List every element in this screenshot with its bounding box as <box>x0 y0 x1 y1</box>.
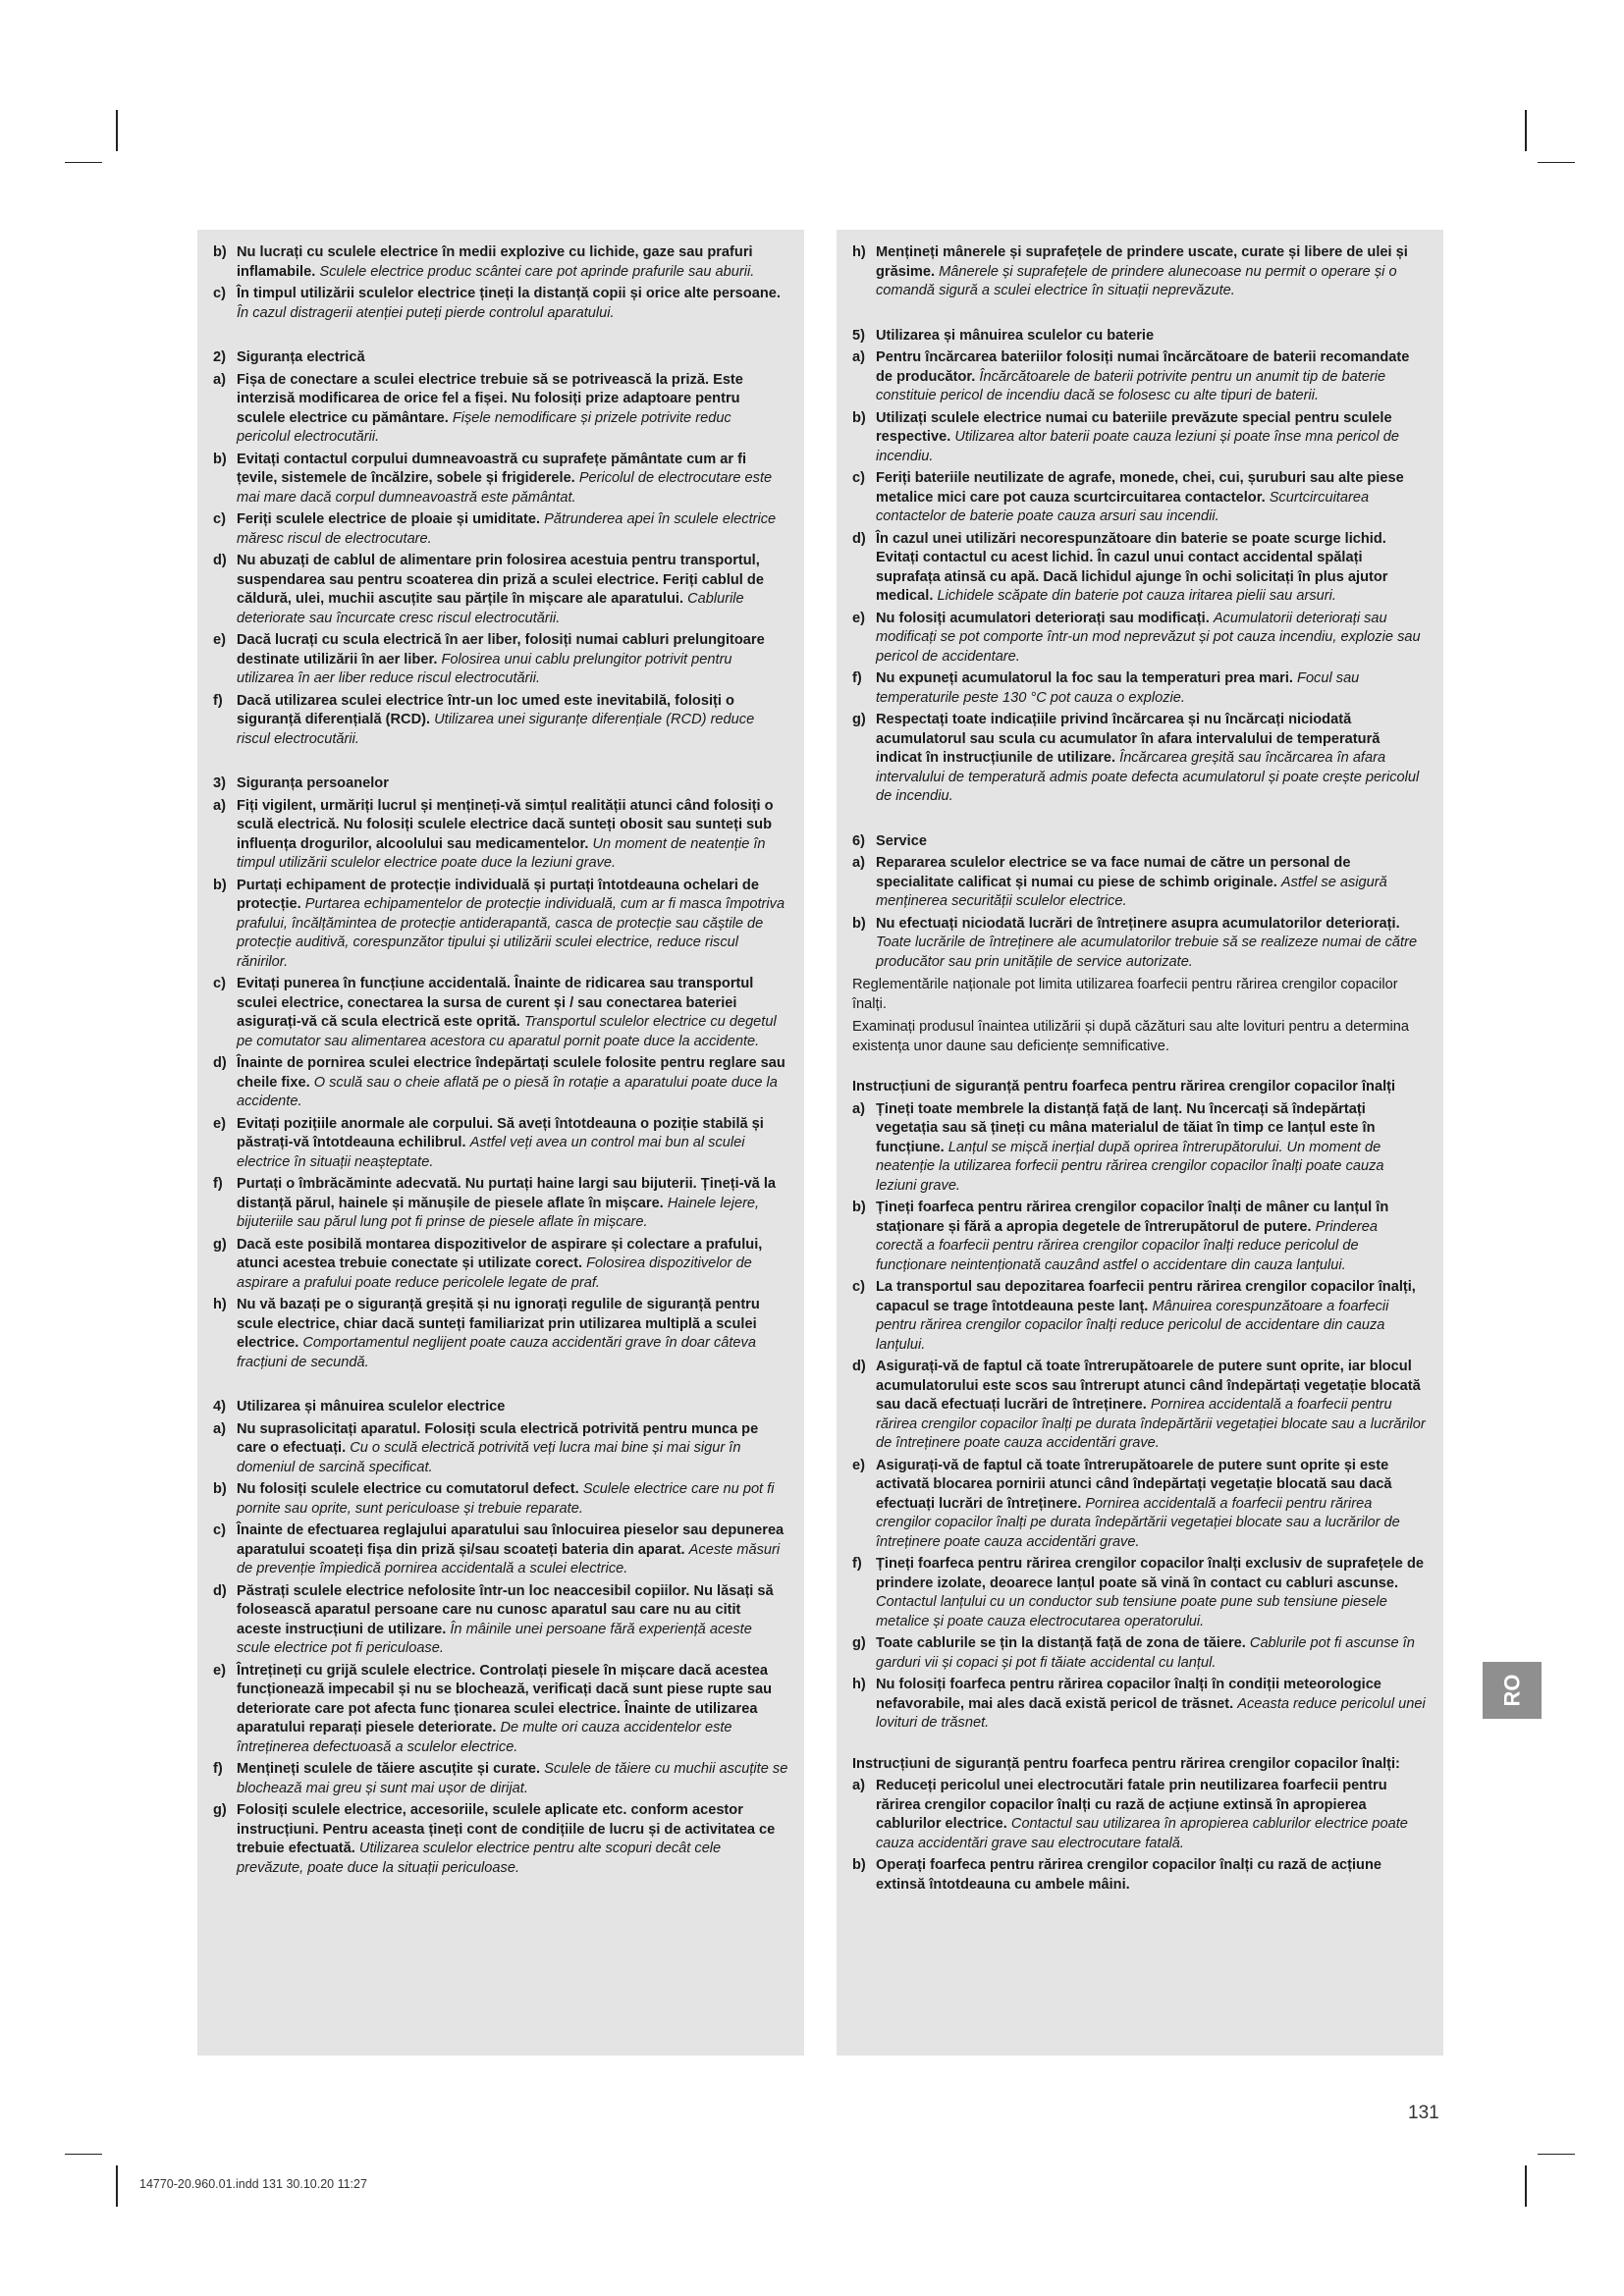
item-label: h) <box>852 1677 866 1692</box>
item-explanation: Purtarea echipamentelor de protecție individuală, cum ar fi masca împotriva prafului, încălțămintea de protecție antiderapantă, casca de protecție sau căștile de protecție auditivă, corespunzător tipului și utilizării sculei electrice, reduce riscul rănirilor. <box>237 896 785 970</box>
instruction-item <box>213 285 788 323</box>
item-warning: Fișa de conectare a sculei electrice trebuie să se potrivească la priză. Este interzisă modificarea de orice fel a fișei. Nu folosiți prize adaptoare pentru sculele electrice cu pământare. <box>237 371 743 426</box>
section-number: 3) <box>213 775 226 791</box>
instruction-item <box>852 243 1428 301</box>
item-label: c) <box>213 976 226 991</box>
item-body <box>876 1100 1428 1197</box>
item-label: g) <box>213 1802 227 1818</box>
item-label: g) <box>852 712 866 727</box>
item-label: e) <box>213 1115 226 1132</box>
language-tab <box>1483 1662 1542 1719</box>
instruction-item <box>213 975 788 1051</box>
item-explanation: Sculele electrice care nu pot fi pornite sau oprite, sunt periculoase și trebuie reparate. <box>237 1481 775 1517</box>
instruction-item <box>852 1555 1428 1631</box>
item-label: b) <box>852 409 866 426</box>
item-explanation: Cu o sculă electrică potrivită veți lucra mai bine și mai sigur în domeniul de sarcină specificat. <box>237 1440 741 1475</box>
item-explanation: Lichidele scăpate din baterie pot cauza iritarea pielii sau arsuri. <box>937 588 1336 604</box>
item-explanation: Scurtcircuitarea contactelor de baterie poate cauza arsuri sau incendii. <box>876 489 1370 524</box>
crop-mark <box>65 2154 102 2155</box>
item-warning: Feriți bateriile neutilizate de agrafe, monede, chei, cui, șuruburi sau alte piese metalice mici care pot cauza scurtcircuitarea contactelor. <box>876 470 1404 506</box>
item-warning: Utilizați sculele electrice numai cu bateriile prevăzute special pentru sculele respective. <box>876 409 1392 445</box>
instruction-item <box>213 1175 788 1233</box>
section-number: 2) <box>213 349 226 365</box>
item-body <box>876 1457 1428 1553</box>
item-explanation: Utilizarea unei siguranțe diferențiale (RCD) reduce riscul electrocutării. <box>237 712 755 747</box>
item-warning: Evitați contactul corpului dumneavoastră cu suprafețe pământate cum ar fi țevile, sistemele de încălzire, sobele și frigiderele. <box>237 451 747 486</box>
item-body <box>876 1634 1428 1673</box>
item-body <box>237 1522 788 1579</box>
instruction-item <box>213 1236 788 1294</box>
item-warning: Pentru încărcarea bateriilor folosiți numai încărcătoare de baterii recomandate de producător. <box>876 349 1410 385</box>
instruction-item <box>852 1199 1428 1275</box>
item-body <box>876 243 1428 301</box>
item-warning: Repararea sculelor electrice se va face numai de către un personal de specialitate calificat și numai cu piese de schimb originale. <box>876 855 1351 890</box>
item-warning: În timpul utilizării sculelor electrice țineți la distanță copii și orice alte persoane. <box>237 286 781 301</box>
instruction-item <box>213 451 788 508</box>
item-label: h) <box>213 1297 227 1312</box>
item-body <box>237 1480 788 1519</box>
item-label: f) <box>213 692 223 709</box>
instruction-item <box>213 1115 788 1173</box>
item-label: b) <box>213 244 227 260</box>
item-body <box>876 1555 1428 1631</box>
item-explanation: Fișele nemodificare și prizele potrivite reduc pericolul electrocutării. <box>237 409 731 445</box>
item-explanation: Transportul sculelor electrice cu degetul pe comutator sau alimentarea acestora cu aparatul pornit poate duce la accidente. <box>237 1014 777 1049</box>
item-body <box>237 510 788 549</box>
item-warning: Asigurați-vă de faptul că toate întrerupătoarele de putere sunt oprite și este activată blocarea pornirii atunci când îndepărtați vegetație blocată sau dacă efectuați lucrări de întreținere. <box>876 1457 1392 1512</box>
item-warning: Dacă este posibilă montarea dispozitivelor de aspirare și colectare a prafului, atunci acestea trebuie conectate și utilizate corect. <box>237 1236 763 1271</box>
item-label: a) <box>213 1420 226 1437</box>
item-explanation: Lanțul se mișcă inerțial după oprirea întrerupătorului. Un moment de neatenție la utilizarea forfecii pentru rărirea crengilor copacilor înalți poate cauza leziuni grave. <box>876 1139 1384 1194</box>
page-number: 131 <box>1408 2103 1439 2123</box>
item-explanation: Acumulatorii deteriorați sau modificați se pot comporte într-un mod neprevăzut și pot cauza incendiu, explozie sau pericol de accidentare. <box>876 610 1421 665</box>
item-body <box>237 975 788 1051</box>
paragraph: Examinați produsul înaintea utilizării și după căzături sau alte lovituri pentru a determina existența unor daune sau deficiențe semnificative. <box>852 1019 1410 1054</box>
item-warning: Înainte de pornirea sculei electrice îndepărtați sculele folosite pentru reglare sau cheile fixe. <box>237 1055 785 1091</box>
item-body <box>876 610 1428 667</box>
item-label: e) <box>213 632 226 648</box>
item-warning: Înainte de efectuarea reglajului aparatului sau înlocuirea pieselor sau depunerea aparatului scoateți fișa din priză și/sau scoateți bateria din aparat. <box>237 1522 785 1558</box>
instruction-item <box>213 1522 788 1579</box>
item-body <box>237 285 788 323</box>
item-body <box>237 1801 788 1878</box>
item-warning: Nu vă bazați pe o siguranță greșită și nu ignorați regulile de siguranță pentru scule electrice, chiar dacă sunteți familiarizat prin utilizarea multiplă a sculei electrice. <box>237 1297 760 1351</box>
item-warning: Nu folosiți acumulatori deteriorați sau modificați. <box>876 610 1210 626</box>
item-label: g) <box>852 1635 866 1651</box>
section-number: 6) <box>852 832 865 849</box>
section-heading <box>213 348 788 368</box>
item-body <box>237 371 788 448</box>
instruction-item <box>213 1054 788 1112</box>
item-explanation: Comportamentul neglijent poate cauza accidentări grave în doar câteva fracțiuni de secundă. <box>237 1335 756 1370</box>
item-body <box>876 915 1428 973</box>
item-body <box>876 1358 1428 1454</box>
item-warning: Nu expuneți acumulatorul la foc sau la temperaturi prea mari. <box>876 670 1293 686</box>
instruction-item <box>852 530 1428 607</box>
item-body <box>876 711 1428 807</box>
crop-mark <box>1525 2165 1527 2207</box>
item-label: f) <box>213 1761 223 1777</box>
item-label: b) <box>852 1857 866 1873</box>
instruction-item <box>213 877 788 973</box>
item-warning: Dacă lucrați cu scula electrică în aer liber, folosiți numai cabluri prelungitoare destinate utilizării în aer liber. <box>237 632 765 667</box>
item-body <box>876 1856 1428 1895</box>
item-explanation: Pericolul de electrocutare este mai mare dacă corpul dumneavoastră este pământat. <box>237 470 773 506</box>
instruction-item <box>213 692 788 750</box>
item-warning: Respectați toate indicațiile privind încărcarea și nu încărcați niciodată acumulatorul sau scula cu acumulator în afara intervalului de temperatură indicat în instrucțiunile de utilizare. <box>876 712 1380 766</box>
crop-mark <box>116 2165 118 2207</box>
instruction-item <box>213 1760 788 1798</box>
crop-mark <box>1525 110 1527 151</box>
item-label: a) <box>852 855 865 871</box>
crop-mark <box>116 110 118 151</box>
section-title: Siguranța persoanelor <box>237 775 389 791</box>
instruction-item <box>852 1100 1428 1197</box>
item-label: d) <box>213 553 227 568</box>
item-explanation: Aceste măsuri de prevenție împiedică pornirea accidentală a sculei electrice. <box>237 1541 781 1576</box>
item-label: b) <box>213 877 227 893</box>
item-label: c) <box>852 1279 865 1295</box>
instruction-item <box>852 1676 1428 1734</box>
item-warning: Folosiți sculele electrice, accesoriile, sculele aplicate etc. conform acestor instrucțiuni. Pentru aceasta țineți cont de condițiile de lucru și de activitatea ce trebuie efectuată. <box>237 1802 776 1856</box>
item-warning: Nu folosiți sculele electrice cu comutatorul defect. <box>237 1481 579 1497</box>
item-body <box>237 243 788 282</box>
item-label: a) <box>852 1100 865 1117</box>
item-body <box>876 1199 1428 1275</box>
item-explanation: Astfel se asigură menținerea securității sculelor electrice. <box>876 874 1387 909</box>
item-warning: Mențineți sculele de tăiere ascuțite și curate. <box>237 1761 541 1777</box>
item-label: a) <box>852 349 865 365</box>
item-warning: Reduceți pericolul unei electrocutări fatale prin neutilizarea foarfecii pentru rărirea crengilor copacilor înalți cu rază de acțiune extinsă în apropierea cablurilor electrice. <box>876 1778 1387 1832</box>
language-tab-label: RO <box>1499 1674 1524 1707</box>
section-title: Siguranța electrică <box>237 349 365 365</box>
section-number: 4) <box>213 1399 226 1415</box>
item-label: e) <box>213 1662 226 1679</box>
item-warning: Țineți foarfeca pentru rărirea crengilor copacilor înalți exclusiv de suprafețele de prindere izolate, deoarece lanțul poate să vină în contact cu cabluri ascunse. <box>876 1556 1424 1591</box>
item-label: c) <box>213 286 226 301</box>
item-label: a) <box>213 371 226 388</box>
section-heading <box>852 832 1428 852</box>
item-explanation: Utilizarea altor baterii poate cauza leziuni și poate înse mna pericol de incendiu. <box>876 429 1399 464</box>
item-body <box>237 1175 788 1233</box>
item-warning: Mențineți mânerele și suprafețele de prindere uscate, curate și libere de ulei și grăsime. <box>876 244 1408 280</box>
item-warning: La transportul sau depozitarea foarfecii pentru rărirea crengilor copacilor înalți, capacul se trage întotdeauna peste lanț. <box>876 1279 1416 1314</box>
item-warning: Asigurați-vă de faptul că toate întrerupătoarele de putere sunt oprite, iar blocul acumulatorului este scos sau întrerupt atunci când îndepărtați vegetație blocată sau dacă efectuați lucrări de întreținere. <box>876 1359 1421 1413</box>
item-explanation: Cablurile deteriorate sau încurcate cresc riscul electrocutării. <box>237 591 744 626</box>
item-warning: Toate cablurile se țin la distanță față de zona de tăiere. <box>876 1635 1246 1651</box>
item-body <box>876 854 1428 912</box>
subsection-heading: Instrucțiuni de siguranță pentru foarfeca pentru rărirea crengilor copacilor înalți <box>852 1079 1396 1095</box>
item-explanation: Sculele de tăiere cu muchii ascuțite se blochează mai greu și sunt mai ușor de dirijat. <box>237 1761 788 1796</box>
item-warning: Nu suprasolicitați aparatul. Folosiți scula electrică potrivită pentru munca pe care o efectuați. <box>237 1420 759 1456</box>
item-explanation: În mâinile unei persoane fără experiență aceste scule electrice pot fi periculoase. <box>237 1621 752 1656</box>
item-explanation: O sculă sau o cheie aflată pe o piesă în rotație a aparatului poate duce la accidente. <box>237 1074 778 1109</box>
item-warning: În cazul unei utilizări necorespunzătoare din baterie se poate scurge lichid. Evitați contactul cu acest lichid. În cazul unui contact accidental spălați suprafața atinsă cu apă. Dacă lichidul ajunge în ochi solicitați în plus ajutor medical. <box>876 530 1388 604</box>
item-warning: Întrețineți cu grijă sculele electrice. Controlați piesele în mișcare dacă acestea funcționează impecabil și nu se blochează, verificați dacă sunt piese rupte sau deteriorate care pot afecta func ționarea sculei electrice. Înainte de utilizarea aparatului reparați piesele deteriorate. <box>237 1662 773 1735</box>
item-label: d) <box>852 1359 866 1374</box>
item-label: f) <box>852 1556 862 1572</box>
item-label: e) <box>852 1457 865 1473</box>
item-explanation: Încărcătoarele de baterii potrivite pentru un anumit tip de baterie constituie pericol de incendiu dacă se folosesc cu alte tipuri de baterii. <box>876 368 1386 403</box>
item-label: d) <box>213 1582 227 1599</box>
crop-mark <box>65 162 102 163</box>
item-explanation: Hainele lejere, bijuteriile sau părul lung pot fi prinse de piesele aflate în mișcare. <box>237 1195 760 1230</box>
item-body <box>237 1054 788 1112</box>
item-warning: Nu lucrați cu sculele electrice în medii explozive cu lichide, gaze sau prafuri inflamabile. <box>237 244 753 280</box>
item-warning: Fiți vigilent, urmăriți lucrul și mențineți-vă simțul realității atunci când folosiți o sculă electrică. Nu folosiți sculele electrice dacă sunteți obosit sau sunteți sub influența drogurilor, alcoolului sau medicamentelor. <box>237 797 774 852</box>
instruction-item <box>213 552 788 628</box>
instruction-item <box>852 915 1428 973</box>
item-explanation: Mânuirea corespunzătoare a foarfecii pentru rărirea crengilor copacilor înalți reduce pericolul de accidentare din cauza lanțului. <box>876 1298 1389 1353</box>
instruction-item <box>852 1278 1428 1355</box>
instruction-item <box>213 1420 788 1478</box>
subsection-heading: Instrucțiuni de siguranță pentru foarfeca pentru rărirea crengilor copacilor înalți: <box>852 1755 1400 1772</box>
instruction-item <box>852 669 1428 708</box>
item-explanation: Contactul lanțului cu un conductor sub tensiune poate pune sub tensiune piesele metalice și poate cauza electrocutarea operatorului. <box>876 1594 1387 1629</box>
item-explanation: De multe ori cauza accidentelor este întreținerea defectuoasă a sculelor electrice. <box>237 1720 732 1755</box>
item-warning: Evitați punerea în funcțiune accidentală. Înainte de ridicarea sau transportul sculei electrice, conectarea la sursa de curent și / sau conectarea bateriei asigurați-vă că scula electrică este oprită. <box>237 976 754 1030</box>
instruction-item <box>213 1801 788 1878</box>
item-explanation: Folosirea unui cablu prelungitor potrivit pentru utilizarea în aer liber reduce riscul electrocutării. <box>237 651 732 686</box>
section-title: Service <box>876 832 927 849</box>
item-label: f) <box>852 670 862 686</box>
item-explanation: Încărcarea greșită sau încărcarea în afara intervalului de temperatură admis poate defecta acumulatorul și poate crește pericolul de incendiu. <box>876 750 1420 804</box>
item-warning: Nu abuzați de cablul de alimentare prin folosirea acestuia pentru transportul, suspendarea sau pentru scoaterea din priză a sculei electrice. Feriți cablul de căldură, ulei, muchii ascuțite sau părțile în mișcare ale aparatului. <box>237 553 764 607</box>
instruction-item <box>213 1480 788 1519</box>
item-explanation: Focul sau temperaturile peste 130 °C pot cauza o explozie. <box>876 670 1360 706</box>
item-explanation: Pătrunderea apei în sculele electrice măresc riscul de electrocutare. <box>237 511 777 547</box>
item-explanation: Sculele electrice produc scântei care pot aprinde prafurile sau aburii. <box>319 263 755 280</box>
item-label: c) <box>213 1522 226 1538</box>
item-warning: Operați foarfeca pentru rărirea crengilor copacilor înalți cu rază de acțiune extinsă întotdeauna cu ambele mâini. <box>876 1857 1381 1893</box>
item-label: c) <box>213 511 226 527</box>
item-body <box>237 797 788 874</box>
instruction-item <box>852 1634 1428 1673</box>
instruction-item <box>852 1856 1428 1895</box>
item-explanation: Contactul sau utilizarea în apropierea cablurilor electrice poate cauza accidentări grave sau electrocutare fatală. <box>876 1816 1408 1851</box>
item-explanation: Utilizarea sculelor electrice pentru alte scopuri decât cele prevăzute, poate duce la situații periculoase. <box>237 1841 722 1876</box>
item-body <box>237 1236 788 1294</box>
item-label: h) <box>852 244 866 260</box>
item-label: f) <box>213 1176 223 1192</box>
item-explanation: Astfel veți avea un control mai bun al sculei electrice în situații neașteptate. <box>237 1135 745 1170</box>
item-label: b) <box>213 451 227 467</box>
footer-slug: 14770-20.960.01.indd 131 30.10.20 11:27 <box>139 2177 367 2191</box>
section-heading <box>213 774 788 794</box>
item-explanation: În cazul distragerii atenției puteți pierde controlul aparatului. <box>237 304 615 321</box>
item-warning: Purtați o îmbrăcăminte adecvată. Nu purtați haine largi sau bijuterii. Țineți-vă la distanță părul, hainele și mănușile de piesele aflate în mișcare. <box>237 1176 777 1211</box>
item-body <box>237 1296 788 1372</box>
instruction-item <box>213 797 788 874</box>
instruction-item <box>852 409 1428 467</box>
item-warning: Feriți sculele electrice de ploaie și umiditate. <box>237 511 541 527</box>
instruction-item <box>213 371 788 448</box>
item-explanation: Cablurile pot fi ascunse în garduri vii și copaci și pot fi tăiate accidental cu lanțul. <box>876 1635 1415 1671</box>
item-warning: Dacă utilizarea sculei electrice într-un loc umed este inevitabilă, folosiți o siguranță diferențială (RCD). <box>237 692 734 727</box>
right-column <box>837 230 1443 2056</box>
item-explanation: Folosirea dispozitivelor de aspirare a prafului poate reduce pericolele legate de praf. <box>237 1255 752 1291</box>
instruction-item <box>213 243 788 282</box>
item-warning: Țineți toate membrele la distanță față de lanț. Nu încercați să îndepărtați vegetația sau să țineți cu mâna materialul de tăiat în timp ce lanțul este în funcțiune. <box>876 1100 1376 1155</box>
item-explanation: Aceasta reduce pericolul unei lovituri de trăsnet. <box>876 1695 1426 1731</box>
item-label: g) <box>213 1236 227 1253</box>
item-body <box>876 1676 1428 1734</box>
item-warning: Nu folosiți foarfeca pentru rărirea copacilor înalți în condiții meteorologice nefavorabile, mai ales dacă există pericol de trăsnet. <box>876 1677 1381 1712</box>
section-heading <box>852 327 1428 347</box>
item-body <box>237 877 788 973</box>
paragraph: Reglementările naționale pot limita utilizarea foarfecii pentru rărirea crengilor copacilor înalți. <box>852 977 1398 1012</box>
item-explanation: Toate lucrările de întreținere ale acumulatorilor trebuie să se realizeze numai de către producător sau prin unitățile de service autorizate. <box>876 934 1418 970</box>
instruction-item <box>852 348 1428 406</box>
item-explanation: Prinderea corectă a foarfecii pentru rărirea crengilor copacilor înalți reduce pericolul de funcționare neintenționată cauzând astfel o accidentare din cauza lanțului. <box>876 1218 1378 1273</box>
instruction-item <box>852 854 1428 912</box>
item-label: c) <box>852 470 865 486</box>
item-warning: Nu efectuați niciodată lucrări de întreținere asupra acumulatorilor deteriorați. <box>876 915 1400 932</box>
item-body <box>876 1278 1428 1355</box>
section-number: 5) <box>852 327 865 344</box>
item-body <box>876 530 1428 607</box>
instruction-item <box>852 1777 1428 1853</box>
crop-mark <box>1538 2154 1575 2155</box>
item-explanation: Pornirea accidentală a foarfecii pentru rărirea crengilor copacilor înalți pe durata îndepărtării vegetației blocate sau a lucrărilor de întreținere poate cauza accidentări grave. <box>876 1397 1426 1451</box>
item-explanation: Un moment de neatenție în timpul utilizării sculelor electrice poate duce la leziuni grave. <box>237 835 766 871</box>
instruction-item <box>852 1358 1428 1454</box>
instruction-item <box>852 469 1428 527</box>
item-label: b) <box>213 1481 227 1497</box>
item-body <box>237 1582 788 1659</box>
item-explanation: Mânerele și suprafețele de prindere alunecoase nu permit o operare și o comandă sigură a sculei electrice în situații neprevăzute. <box>876 263 1397 298</box>
left-column <box>197 230 804 2056</box>
item-body <box>237 631 788 689</box>
section-title: Utilizarea și mânuirea sculelor cu baterie <box>876 327 1155 344</box>
crop-mark <box>1538 162 1575 163</box>
item-body <box>237 1662 788 1758</box>
item-body <box>237 1420 788 1478</box>
instruction-item <box>852 711 1428 807</box>
item-warning: Țineți foarfeca pentru rărirea crengilor copacilor înalți de mâner cu lanțul în staționare și fără a apropia degetele de întrerupătorul de putere. <box>876 1200 1389 1235</box>
item-body <box>237 552 788 628</box>
instruction-item <box>213 631 788 689</box>
item-body <box>876 348 1428 406</box>
item-explanation: Pornirea accidentală a foarfecii pentru rărirea crengilor copacilor înalți pe durata îndepărtării vegetației blocate sau a lucrărilor de întreținere poate cauza accidentări grave. <box>876 1495 1400 1550</box>
instruction-item <box>852 1457 1428 1553</box>
item-body <box>237 1115 788 1173</box>
item-label: a) <box>213 797 226 814</box>
item-warning: Evitați pozițiile anormale ale corpului. Să aveți întotdeauna o poziție stabilă și păstrați-vă întotdeauna echilibrul. <box>237 1115 764 1150</box>
item-label: d) <box>852 530 866 547</box>
instruction-item <box>213 1296 788 1372</box>
item-body <box>237 1760 788 1798</box>
item-body <box>876 1777 1428 1853</box>
item-body <box>876 409 1428 467</box>
item-body <box>237 451 788 508</box>
section-heading <box>213 1398 788 1417</box>
item-label: a) <box>852 1778 865 1793</box>
item-label: b) <box>852 1200 866 1215</box>
item-warning: Păstrați sculele electrice nefolosite într-un loc neaccesibil copiilor. Nu lăsați să folosească aparatul persoane care nu cunosc aparatul sau care nu au citit aceste instrucțiuni de utilizare. <box>237 1582 774 1637</box>
instruction-item <box>852 610 1428 667</box>
instruction-item <box>213 510 788 549</box>
item-warning: Purtați echipament de protecție individuală și purtați întotdeauna ochelari de protecție. <box>237 877 759 912</box>
item-label: b) <box>852 915 866 932</box>
instruction-item <box>213 1662 788 1758</box>
item-body <box>876 669 1428 708</box>
item-body <box>876 469 1428 527</box>
item-body <box>237 692 788 750</box>
item-label: e) <box>852 610 865 626</box>
item-label: d) <box>213 1055 227 1071</box>
instruction-item <box>213 1582 788 1659</box>
section-title: Utilizarea și mânuirea sculelor electrice <box>237 1399 506 1415</box>
